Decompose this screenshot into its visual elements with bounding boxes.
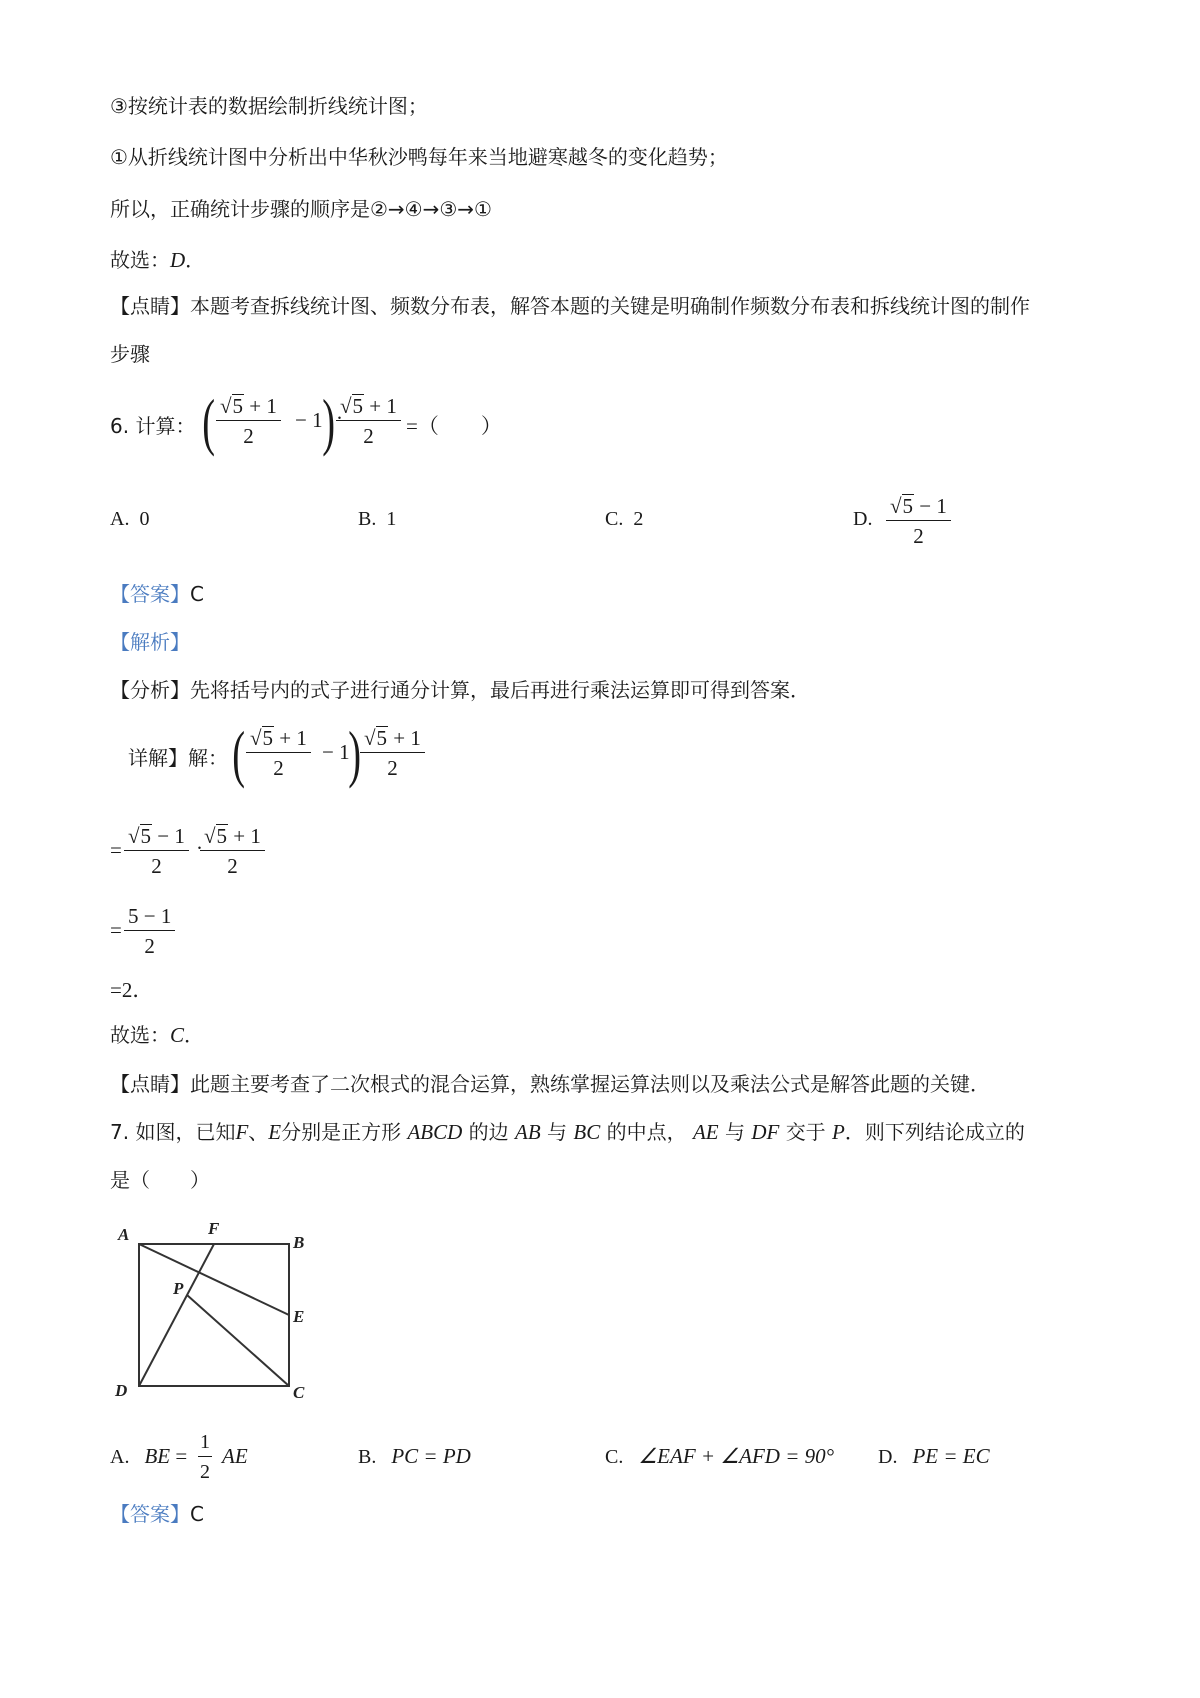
q6-equals-blank: =（ ） <box>406 414 502 438</box>
q6-option-d-minus: − 1 <box>914 494 947 518</box>
q6-detail-den-2: 2 <box>387 756 398 780</box>
q6-dianjing: 【点睛】此题主要考查了二次根式的混合运算，熟练掌握运算法则以及乘法公式是解答此题的关键． <box>110 1072 990 1096</box>
q7-option-a[interactable] <box>110 1444 187 1469</box>
q6-choose <box>110 1021 204 1049</box>
q6-step1-plus: + 1 <box>228 824 261 848</box>
q7-option-a-label: A. <box>110 1446 130 1468</box>
q6-detail-minus-one: − 1 <box>322 740 350 764</box>
q6-sqrt-radicand-2: 5 <box>352 394 364 418</box>
choose-prefix: 故选： <box>110 248 170 272</box>
q6-minus-one: − 1 <box>295 408 323 432</box>
q6-step2-fraction <box>124 902 175 961</box>
choose-answer: D <box>170 248 186 272</box>
q7-option-d[interactable] <box>878 1444 990 1469</box>
q7-text-a: 7. 如图，已知 <box>110 1120 236 1144</box>
q6-choose-end: ． <box>184 1023 205 1047</box>
q6-detail-plus: + 1 <box>274 726 307 750</box>
q7-text-d: 的中点， <box>606 1120 687 1144</box>
q6-choose-prefix: 故选： <box>110 1023 170 1047</box>
q7-square-figure <box>105 1222 320 1402</box>
q6-answer-tag: 【答案】 <box>110 582 190 606</box>
q6-right-paren: ) <box>322 386 336 457</box>
text-line-step3: ③按统计表的数据绘制折线统计图； <box>110 94 428 118</box>
q6-option-a-value: 0 <box>139 508 150 530</box>
q7-label-c: C <box>293 1383 305 1402</box>
q6-option-b-value: 1 <box>386 508 397 530</box>
q6-step1-dot: · <box>196 836 203 860</box>
q7-option-c-label: C. <box>605 1446 624 1468</box>
q6-step2-num: 5 − 1 <box>124 902 175 931</box>
text-line-order: 所以，正确统计步骤的顺序是②→④→③→① <box>110 197 492 221</box>
q6-fraction-1: $\frac{√5 + 1}{2}$ <box>216 392 281 451</box>
q7-text-yu: 与 <box>547 1120 568 1144</box>
q6-step3: =2． <box>110 978 154 1002</box>
q6-answer <box>110 580 204 608</box>
q6-option-d-fraction: $\frac{√5 - 1}{2}$ <box>886 492 951 551</box>
text-line-dianjing-q5: 【点睛】本题考查拆线统计图、频数分布表，解答本题的关键是明确制作频数分布表和拆线统计图的制作 <box>110 294 1030 318</box>
q7-label-f: F <box>208 1222 220 1238</box>
q6-option-a[interactable] <box>110 508 149 531</box>
q6-step1-eq: = <box>110 838 122 862</box>
q7-answer-value: C <box>190 1502 204 1526</box>
q7-option-a-num: 1 <box>198 1428 212 1457</box>
q6-answer-value: C <box>190 582 204 606</box>
q7-var-ab: AB <box>515 1120 541 1144</box>
q7-line2: 是（ ） <box>110 1168 210 1192</box>
q7-text-f: ．则下列结论成立的 <box>844 1120 1025 1144</box>
q7-var-df: DF <box>751 1120 780 1144</box>
q7-option-a-rhs: AE <box>222 1444 248 1468</box>
q6-denominator: 2 <box>243 424 254 448</box>
q6-label: 6. 计算： <box>110 414 196 438</box>
q6-option-d-den: 2 <box>913 524 924 548</box>
q6-step1-minus: − 1 <box>152 824 185 848</box>
q6-plus-one-2: + 1 <box>364 394 397 418</box>
q7-option-a-fraction <box>198 1428 212 1487</box>
q7-var-f: F <box>235 1120 249 1144</box>
q7-label-a: A <box>118 1225 130 1244</box>
q7-label-p: P <box>173 1279 184 1298</box>
q6-choose-answer: C <box>170 1023 185 1047</box>
q6-option-d[interactable] <box>853 508 872 531</box>
q6-option-d-label: D. <box>853 508 873 530</box>
choose-end: ． <box>185 248 206 272</box>
q6-option-a-label: A. <box>110 508 130 530</box>
q6-step2-den: 2 <box>144 934 155 958</box>
q7-segment-df <box>139 1244 214 1386</box>
q6-step1-den-2: 2 <box>227 854 238 878</box>
q7-var-abcd: ABCD <box>407 1120 463 1144</box>
q7-option-c-value: ∠EAF + ∠AFD = 90° <box>638 1444 835 1468</box>
q7-label-d: D <box>115 1381 128 1400</box>
q7-option-b-value: PC = PD <box>391 1444 471 1468</box>
q7-option-a-den: 2 <box>200 1461 210 1483</box>
text-line-dianjing-q5-cont: 步骤 <box>110 342 150 366</box>
q6-fenxi: 【分析】先将括号内的式子进行通分计算，最后再进行乘法运算即可得到答案． <box>110 678 810 702</box>
q6-detail-left-paren: ( <box>232 718 246 789</box>
q6-option-c-value: 2 <box>633 508 644 530</box>
q7-var-p: P <box>832 1120 845 1144</box>
q7-var-ae: AE <box>692 1120 719 1144</box>
q7-answer <box>110 1500 204 1528</box>
q7-label-e: E <box>293 1307 305 1326</box>
q6-option-d-radicand: 5 <box>902 494 914 518</box>
q6-step2-eq: = <box>110 918 122 942</box>
q7-answer-tag: 【答案】 <box>110 1502 190 1526</box>
q7-label-b: B <box>293 1233 305 1252</box>
q7-var-e: E <box>268 1120 282 1144</box>
q7-sep: 、 <box>248 1120 269 1144</box>
q6-option-c-label: C. <box>605 508 624 530</box>
q7-line1 <box>110 1118 1025 1146</box>
q6-dot: · <box>336 406 343 430</box>
q7-option-d-value: PE = EC <box>912 1444 990 1468</box>
q6-step1-fraction-2: $\frac{√5 + 1}{2}$ <box>200 822 265 881</box>
text-line-choose-d <box>110 246 205 274</box>
q6-detail-radicand: 5 <box>262 726 274 750</box>
q7-option-b-label: B. <box>358 1446 377 1468</box>
q7-text-c: 的边 <box>468 1120 509 1144</box>
q6-detail-den: 2 <box>273 756 284 780</box>
q6-sqrt-radicand: 5 <box>232 394 244 418</box>
q6-step1-den: 2 <box>151 854 162 878</box>
q6-step1-radicand-2: 5 <box>216 824 228 848</box>
q6-detail-fraction-1: $\frac{√5 + 1}{2}$ <box>246 724 311 783</box>
q6-detail-right-paren: ) <box>348 718 362 789</box>
q6-detail-fraction-2: $\frac{√5 + 1}{2}$ <box>360 724 425 783</box>
q7-option-b[interactable] <box>358 1444 471 1469</box>
q6-step1-fraction-1: $\frac{√5 - 1}{2}$ <box>124 822 189 881</box>
q6-option-b-label: B. <box>358 508 377 530</box>
q6-option-c[interactable] <box>605 508 643 531</box>
q7-option-c[interactable] <box>605 1444 834 1469</box>
q6-step1-radicand: 5 <box>140 824 152 848</box>
q6-fraction-2: $\frac{√5 + 1}{2}$ <box>336 392 401 451</box>
q7-option-a-eq: = <box>170 1444 188 1468</box>
q6-analysis-tag: 【解析】 <box>110 630 190 654</box>
q7-option-a-lhs: BE <box>144 1444 171 1468</box>
q7-segment-ae <box>139 1244 289 1315</box>
q7-var-bc: BC <box>573 1120 601 1144</box>
q7-text-e: 交于 <box>785 1120 826 1144</box>
q7-option-d-label: D. <box>878 1446 898 1468</box>
q6-detail-plus-2: + 1 <box>388 726 421 750</box>
q6-left-paren: ( <box>202 386 216 457</box>
text-line-step1: ①从折线统计图中分析出中华秋沙鸭每年来当地避寒越冬的变化趋势； <box>110 145 728 169</box>
q6-denominator-2: 2 <box>363 424 374 448</box>
q7-text-b: 分别是正方形 <box>281 1120 402 1144</box>
q6-detail-radicand-2: 5 <box>376 726 388 750</box>
q6-option-b[interactable] <box>358 508 396 531</box>
q6-plus-one: + 1 <box>244 394 277 418</box>
q7-text-yu2: 与 <box>724 1120 745 1144</box>
q6-detail-label: 详解】解： <box>128 746 228 770</box>
